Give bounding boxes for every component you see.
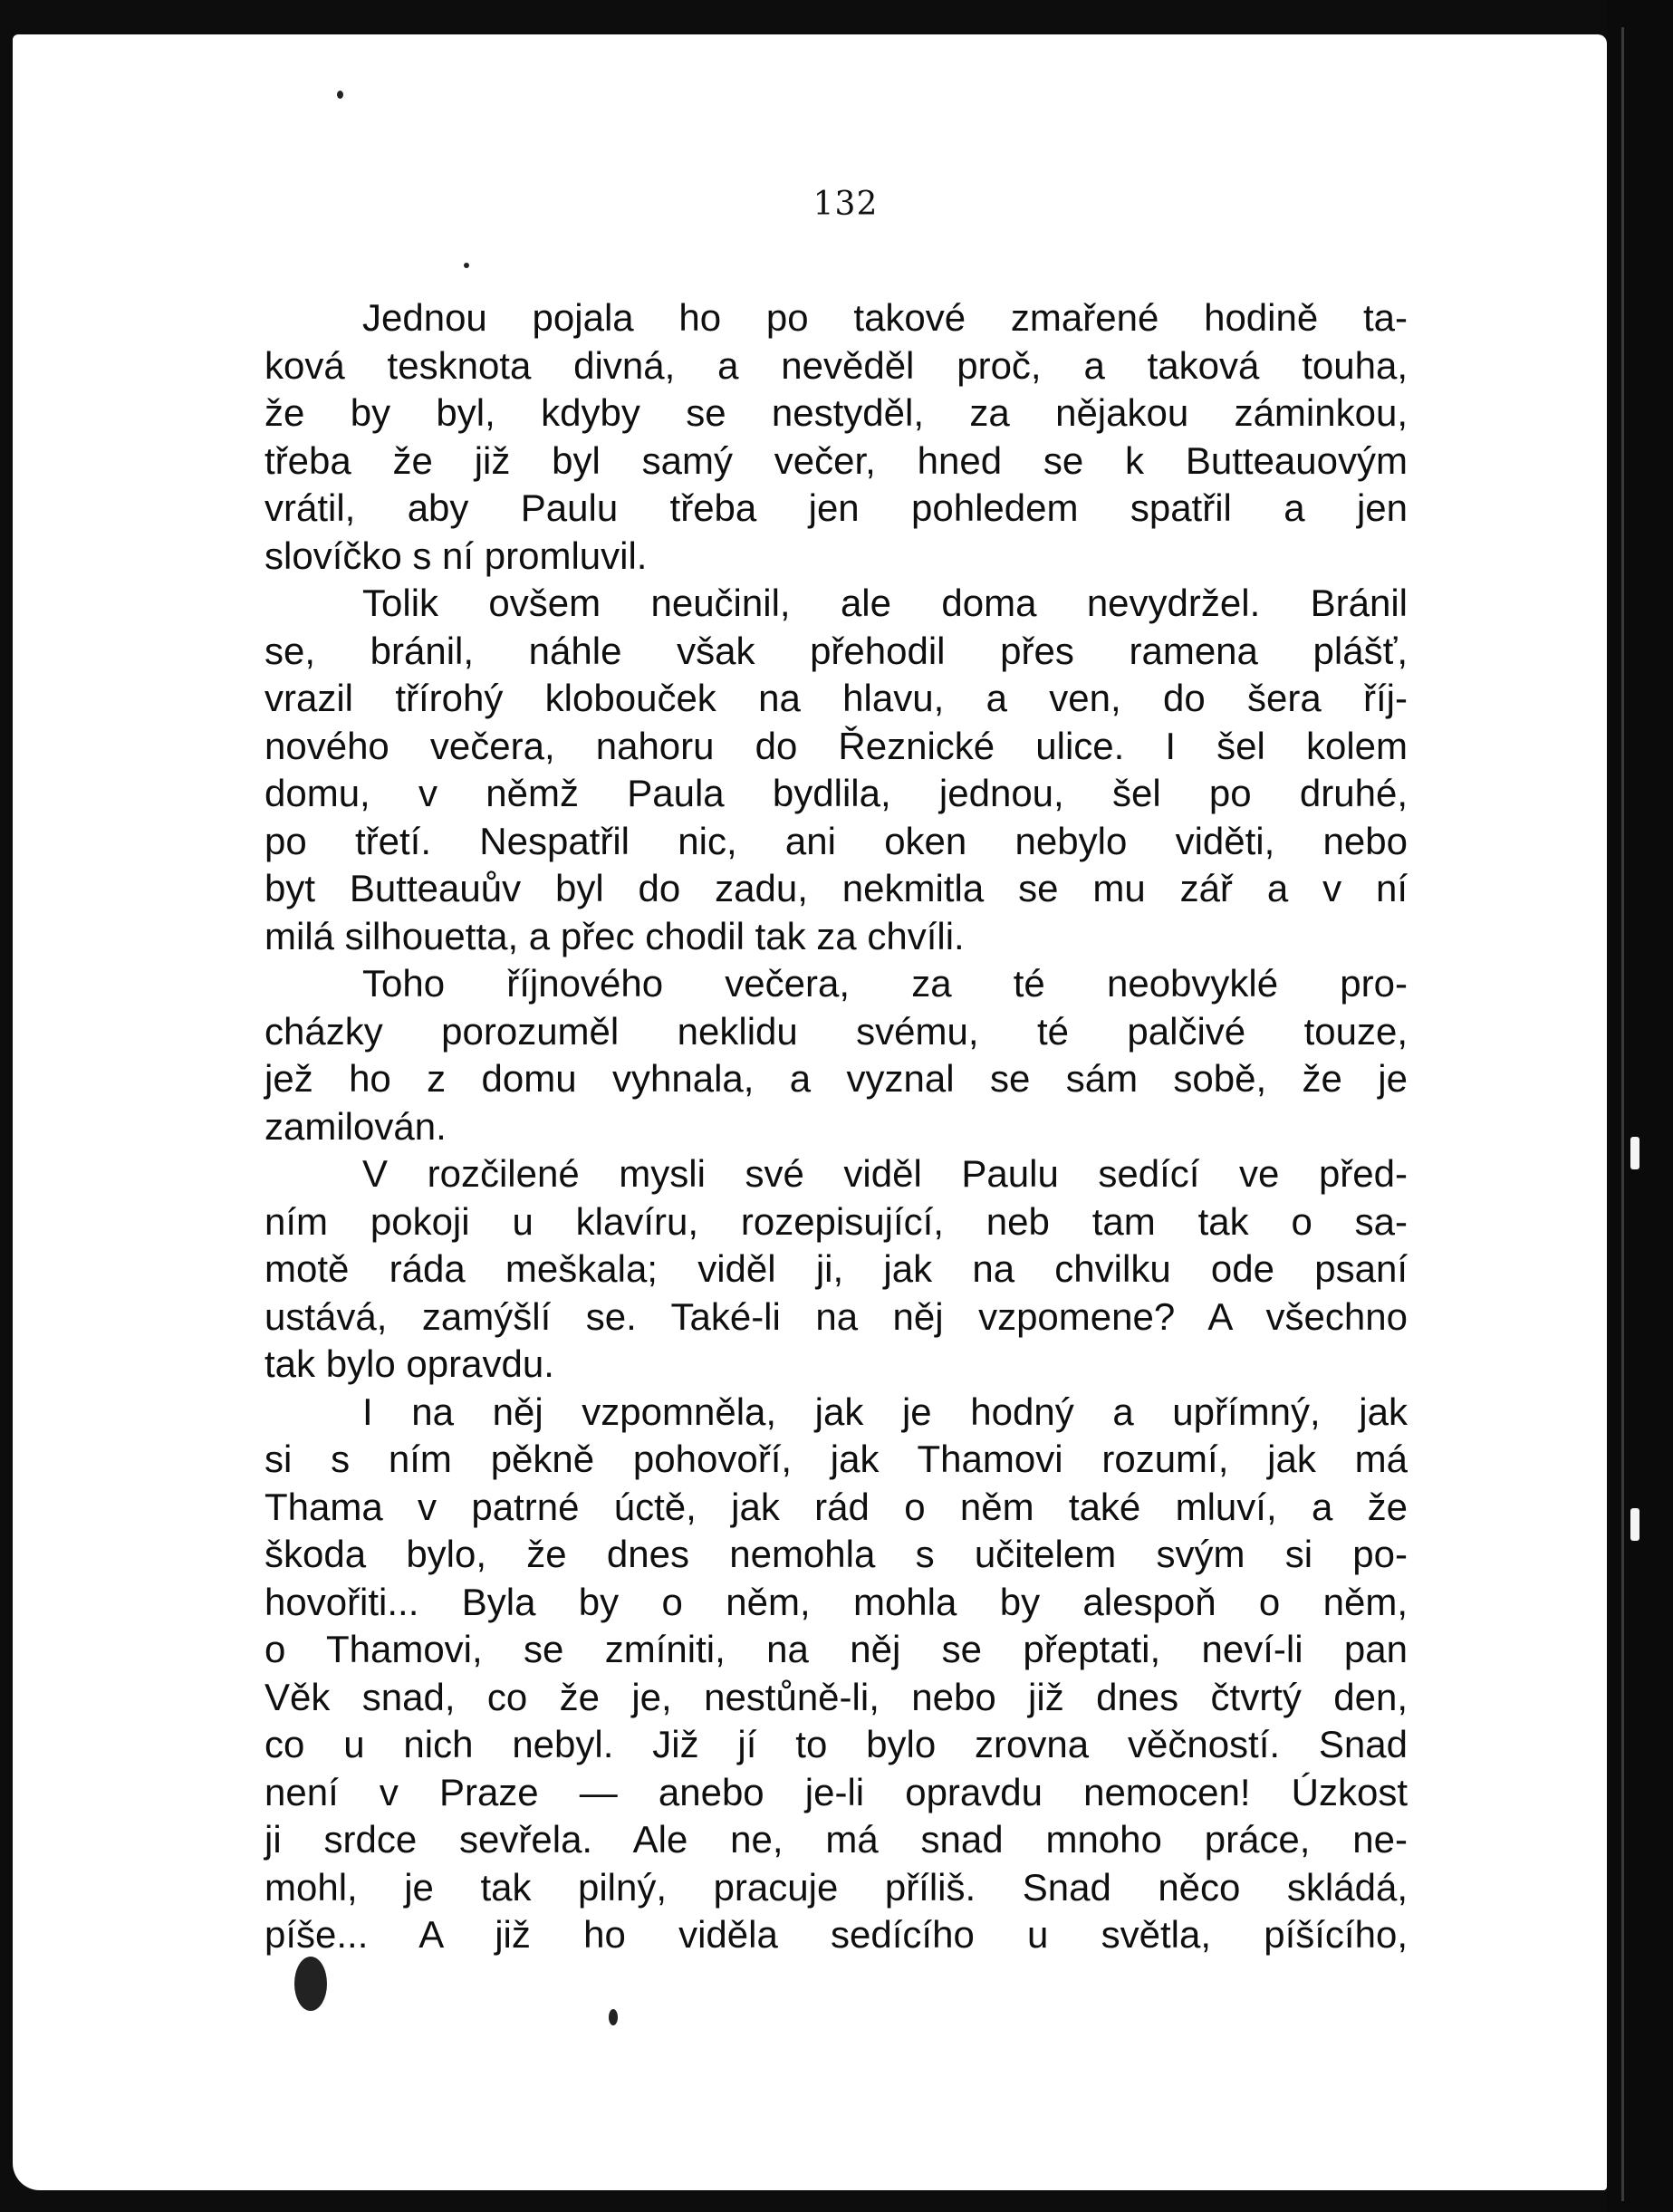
text-line: domu, v němž Paula bydlila, jednou, šel po druhé,	[264, 772, 1408, 814]
text-line: motě ráda meškala; viděl ji, jak na chvilku ode psaní	[264, 1247, 1408, 1290]
text-line: škoda bylo, že dnes nemohla s učitelem svým si po-	[264, 1533, 1408, 1575]
text-line: ková tesknota divná, a nevěděl proč, a taková touha,	[264, 343, 1408, 387]
text-line: není v Praze — anebo je-li opravdu nemocen! Úzkost	[264, 1770, 1408, 1813]
text-line: po třetí. Nespatřil nic, ani oken nebylo viděti, nebo	[264, 819, 1408, 862]
text-line: milá silhouetta, a přec chodil tak za chvíli.	[264, 914, 965, 957]
text-line: Jednou pojala ho po takové zmařené hodině ta-	[362, 296, 1408, 339]
body-text	[264, 294, 1408, 1959]
text-line: byt Butteauův byl do zadu, nekmitla se mu zář a v ní	[264, 867, 1408, 909]
text-line: ji srdce sevřela. Ale ne, má snad mnoho práce, ne-	[264, 1818, 1408, 1861]
text-line: co u nich nebyl. Již jí to bylo zrovna věčností. Snad	[264, 1723, 1408, 1765]
fold-mark-bottom	[1630, 1508, 1639, 1541]
text-line: ustává, zamýšlí se. Také-li na něj vzpomene? A všechno	[264, 1294, 1408, 1338]
text-line: cházky porozuměl neklidu svému, té palčivé touze,	[264, 1009, 1408, 1053]
text-line: Thama v patrné úctě, jak rád o něm také mluví, a že	[264, 1485, 1408, 1528]
text-line: I na něj vzpomněla, jak je hodný a upřímný, jak	[362, 1390, 1408, 1433]
text-line: Toho říjnového večera, za té neobvyklé pro-	[362, 962, 1408, 1005]
text-line: vrátil, aby Paulu třeba jen pohledem spatřil a jen	[264, 486, 1408, 529]
page-number: 132	[812, 186, 879, 223]
scan-speck	[609, 2009, 618, 2025]
text-line: se, bránil, náhle však přehodil přes ramena plášť,	[264, 629, 1408, 672]
text-line: že by byl, kdyby se nestyděl, za nějakou záminkou,	[264, 391, 1408, 434]
text-line: V rozčilené mysli své viděl Paulu sedící ve před-	[362, 1152, 1408, 1195]
gutter-edge-line	[1621, 27, 1624, 2201]
text-line: jež ho z domu vyhnala, a vyznal se sám sobě, že je	[264, 1057, 1408, 1100]
text-line: píše... A již ho viděla sedícího u světla, píšícího,	[264, 1913, 1408, 1956]
text-line: hovořiti... Byla by o něm, mohla by alespoň o něm,	[264, 1580, 1408, 1623]
text-line: ním pokoji u klavíru, rozepisující, neb tam tak o sa-	[264, 1199, 1408, 1243]
text-line: o Thamovi, se zmíniti, na něj se přeptati, neví-li pan	[264, 1628, 1408, 1670]
text-line: si s ním pěkně pohovoří, jak Thamovi rozumí, jak má	[264, 1438, 1408, 1480]
text-line: třeba že již byl samý večer, hned se k Butteauovým	[264, 438, 1408, 482]
text-line: vrazil třírohý klobouček na hlavu, a ven, do šera říj-	[264, 677, 1408, 719]
text-line: nového večera, nahoru do Řeznické ulice. I šel kolem	[264, 724, 1408, 767]
scan-speck	[464, 263, 469, 268]
scan-speck	[294, 1957, 327, 2011]
page-gutter	[1607, 0, 1673, 2212]
text-line: Tolik ovšem neučinil, ale doma nevydržel. Bránil	[362, 582, 1408, 624]
text-line: zamilován.	[264, 1104, 447, 1148]
fold-mark-top	[1630, 1137, 1639, 1169]
text-line: mohl, je tak pilný, pracuje příliš. Snad něco skládá,	[264, 1865, 1408, 1909]
scan-speck	[337, 91, 343, 99]
text-line: tak bylo opravdu.	[264, 1342, 554, 1385]
text-line: slovíčko s ní promluvil.	[264, 534, 648, 577]
text-line: Věk snad, co že je, nestůně-li, nebo již dnes čtvrtý den,	[264, 1675, 1408, 1718]
